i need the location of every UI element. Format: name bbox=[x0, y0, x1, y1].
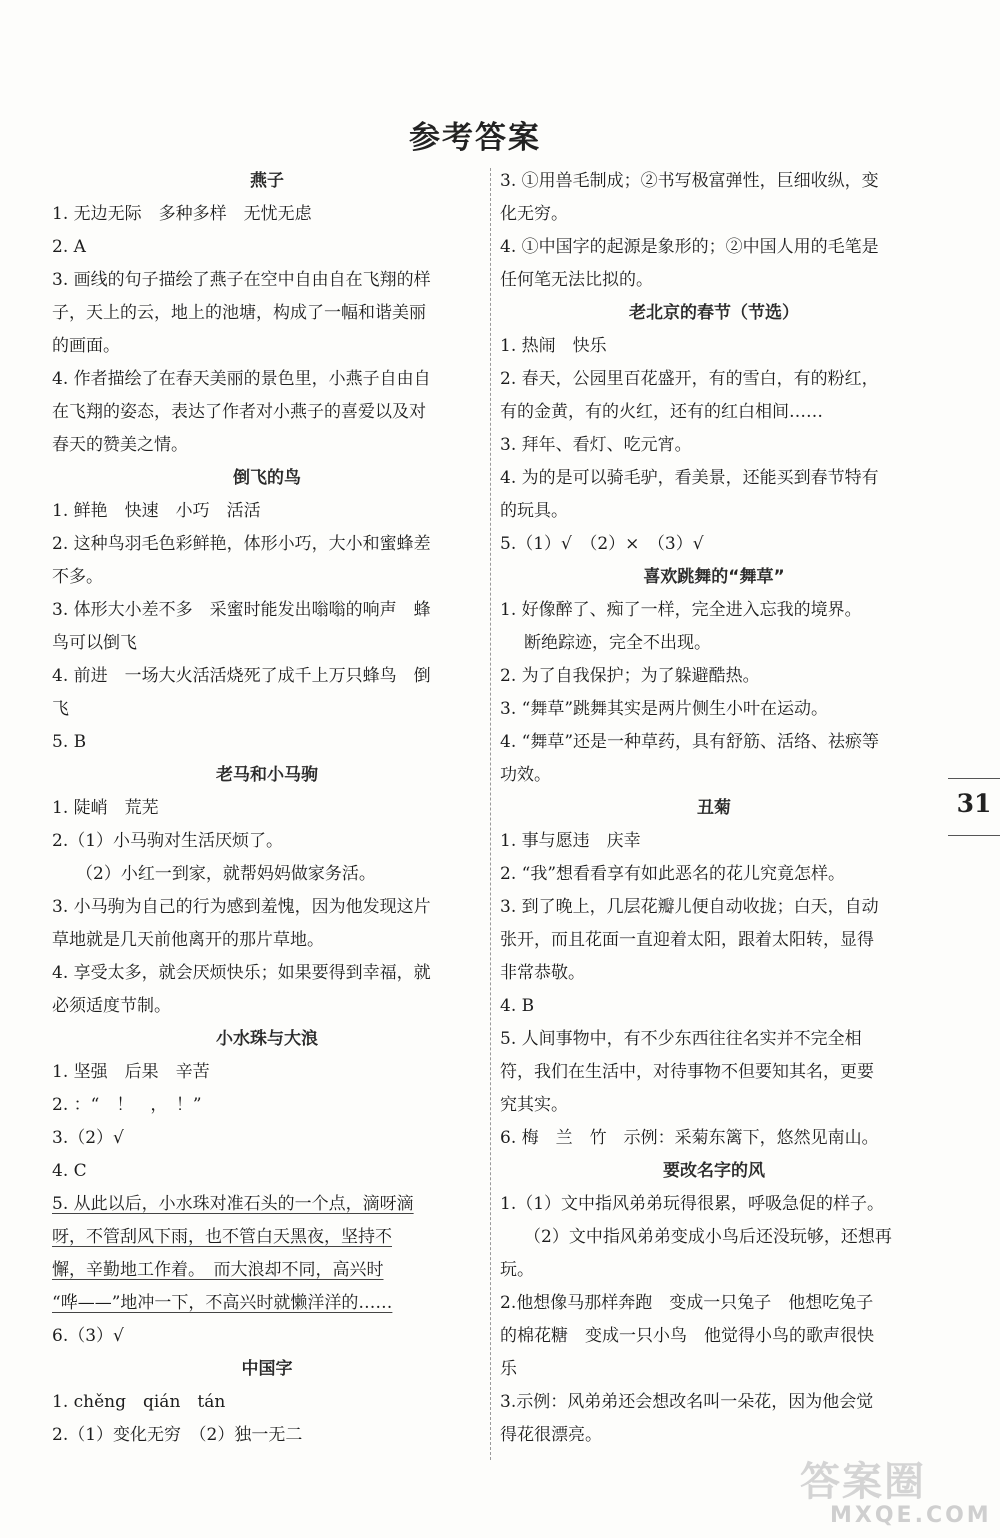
answer-line bbox=[52, 1188, 482, 1221]
answer-section bbox=[52, 165, 482, 462]
answer-text: 4. C bbox=[52, 1161, 87, 1181]
answer-line bbox=[52, 429, 482, 462]
answer-line bbox=[500, 1089, 928, 1122]
answer-line bbox=[52, 726, 482, 759]
answer-text: 5. 从此以后，小水珠对准石头的一个点，滴呀滴 bbox=[52, 1194, 414, 1214]
answer-text: 呀，不管刮风下雨，也不管白天黑夜，坚持不 bbox=[52, 1227, 392, 1247]
answer-line bbox=[500, 858, 928, 891]
answer-line bbox=[52, 396, 482, 429]
answer-text: 3. 小马驹为自己的行为感到羞愧，因为他发现这片 bbox=[52, 897, 431, 917]
section-heading: 老马和小马驹 bbox=[216, 765, 318, 785]
answer-line bbox=[500, 594, 928, 627]
answer-text: 1. 陡峭 荒芜 bbox=[52, 798, 159, 818]
answer-text: 的玩具。 bbox=[500, 501, 568, 521]
answer-text: 功效。 bbox=[500, 765, 551, 785]
answer-line bbox=[500, 924, 928, 957]
answer-text: 4. ①中国字的起源是象形的；②中国人用的毛笔是 bbox=[500, 237, 879, 257]
answer-section bbox=[52, 759, 482, 1023]
answer-text: 究其实。 bbox=[500, 1095, 568, 1115]
answer-section bbox=[500, 165, 928, 297]
answer-line bbox=[52, 1122, 482, 1155]
answer-line bbox=[500, 1287, 928, 1320]
answer-text: 春天的赞美之情。 bbox=[52, 435, 188, 455]
answer-line bbox=[500, 1419, 928, 1452]
answer-text: 1. 鲜艳 快速 小巧 活活 bbox=[52, 501, 261, 521]
answer-line bbox=[52, 1089, 482, 1122]
answer-line bbox=[52, 957, 482, 990]
answer-line bbox=[52, 528, 482, 561]
answer-text: 草地就是几天前他离开的那片草地。 bbox=[52, 930, 324, 950]
answer-line bbox=[500, 759, 928, 792]
answer-text: 任何笔无法比拟的。 bbox=[500, 270, 653, 290]
answer-text: 3. 体形大小差不多 采蜜时能发出嗡嗡的响声 蜂 bbox=[52, 600, 431, 620]
answer-line bbox=[52, 231, 482, 264]
section-heading: 老北京的春节（节选） bbox=[629, 303, 799, 323]
answer-line bbox=[500, 1254, 928, 1287]
answer-line bbox=[500, 627, 928, 660]
answer-text: 的棉花糖 变成一只小鸟 他觉得小鸟的歌声很快 bbox=[500, 1326, 874, 1346]
answer-text: 必须适度节制。 bbox=[52, 996, 171, 1016]
answer-text: 5. 人间事物中，有不少东西往往名实并不完全相 bbox=[500, 1029, 862, 1049]
answer-line bbox=[52, 990, 482, 1023]
answer-text: 1. 事与愿违 庆幸 bbox=[500, 831, 641, 851]
answer-text: 5. B bbox=[52, 732, 87, 752]
section-heading: 要改名字的风 bbox=[663, 1161, 765, 1181]
answer-line bbox=[500, 990, 928, 1023]
answer-line bbox=[500, 1188, 928, 1221]
answer-text: 4. 享受太多，就会厌烦快乐；如果要得到幸福，就 bbox=[52, 963, 431, 983]
answer-text: 3. 拜年、看灯、吃元宵。 bbox=[500, 435, 692, 455]
answer-line bbox=[52, 858, 482, 891]
section-heading: 倒飞的鸟 bbox=[233, 468, 301, 488]
section-heading: 中国字 bbox=[241, 1359, 293, 1379]
answer-text: 子，天上的云，地上的池塘，构成了一幅和谐美丽 bbox=[52, 303, 426, 323]
answer-text: 3. “舞草”跳舞其实是两片侧生小叶在运动。 bbox=[500, 699, 829, 719]
answer-text: 3.（2）√ bbox=[52, 1128, 124, 1148]
answer-text: 4. 前进 一场大火活活烧死了成千上万只蜂鸟 倒 bbox=[52, 666, 431, 686]
answer-text: 1.（1）文中指风弟弟玩得很累，呼吸急促的样子。 bbox=[500, 1194, 885, 1214]
answer-line bbox=[52, 495, 482, 528]
answer-line bbox=[500, 363, 928, 396]
answer-line bbox=[500, 957, 928, 990]
answer-line bbox=[52, 297, 482, 330]
answer-text: 化无穷。 bbox=[500, 204, 568, 224]
answer-text: 4. 作者描绘了在春天美丽的景色里，小燕子自由自 bbox=[52, 369, 431, 389]
answer-text: 非常恭敬。 bbox=[500, 963, 585, 983]
answer-text: 有的金黄，有的火红，还有的红白相间…… bbox=[500, 402, 823, 422]
answer-line bbox=[52, 1386, 482, 1419]
answer-text: 4. B bbox=[500, 996, 535, 1016]
answer-line bbox=[500, 396, 928, 429]
answer-line bbox=[500, 726, 928, 759]
answer-line bbox=[500, 693, 928, 726]
answer-line bbox=[52, 891, 482, 924]
answer-text: 4. “舞草”还是一种草药，具有舒筋、活络、祛瘀等 bbox=[500, 732, 880, 752]
answer-text: 3. 画线的句子描绘了燕子在空中自由自在飞翔的样 bbox=[52, 270, 431, 290]
answer-line bbox=[52, 198, 482, 231]
answer-section bbox=[52, 1353, 482, 1452]
answer-text: 飞 bbox=[52, 699, 69, 719]
answer-text: 玩。 bbox=[500, 1260, 534, 1280]
answer-text: （2）文中指风弟弟变成小鸟后还没玩够，还想再 bbox=[524, 1227, 892, 1247]
answer-text: 2. ：“ ！ ， ！” bbox=[52, 1095, 202, 1115]
section-heading: 燕子 bbox=[250, 171, 284, 191]
answer-text: 2. 春天，公园里百花盛开，有的雪白，有的粉红， bbox=[500, 369, 879, 389]
answer-text: 断绝踪迹，完全不出现。 bbox=[524, 633, 711, 653]
answer-line bbox=[500, 231, 928, 264]
answer-text: 3. 到了晚上，几层花瓣儿便自动收拢；白天，自动 bbox=[500, 897, 879, 917]
answer-line bbox=[500, 462, 928, 495]
answer-line bbox=[500, 264, 928, 297]
answer-text: 鸟可以倒飞 bbox=[52, 633, 137, 653]
answer-line bbox=[52, 1287, 482, 1320]
answer-text: 在飞翔的姿态，表达了作者对小燕子的喜爱以及对 bbox=[52, 402, 426, 422]
answer-line bbox=[52, 924, 482, 957]
answer-text: 6. 梅 兰 竹 示例：采菊东篱下，悠然见南山。 bbox=[500, 1128, 879, 1148]
column-divider bbox=[490, 168, 491, 1460]
answer-text: 4. 为的是可以骑毛驴，看美景，还能买到春节特有 bbox=[500, 468, 879, 488]
answer-line bbox=[500, 198, 928, 231]
answer-line bbox=[52, 1155, 482, 1188]
answer-line bbox=[500, 1122, 928, 1155]
answer-text: 张开，而且花面一直迎着太阳，跟着太阳转，显得 bbox=[500, 930, 874, 950]
section-heading: 丑菊 bbox=[697, 798, 731, 818]
answer-section bbox=[500, 1155, 928, 1452]
answer-text: 2. 这种鸟羽毛色彩鲜艳，体形小巧，大小和蜜蜂差 bbox=[52, 534, 431, 554]
answer-text: 1. chěng qián tán bbox=[52, 1392, 226, 1412]
answer-section bbox=[500, 792, 928, 1155]
answer-text: “哗——”地冲一下，不高兴时就懒洋洋的…… bbox=[52, 1293, 393, 1313]
answer-line bbox=[500, 1056, 928, 1089]
answer-section bbox=[52, 1023, 482, 1353]
section-heading: 小水珠与大浪 bbox=[216, 1029, 318, 1049]
answer-line bbox=[500, 495, 928, 528]
watermark bbox=[800, 1460, 990, 1530]
answer-text: 符，我们在生活中，对待事物不但要知其名，更要 bbox=[500, 1062, 874, 1082]
answer-text: 2.（1）变化无穷 （2）独一无二 bbox=[52, 1425, 303, 1445]
answer-line bbox=[52, 264, 482, 297]
answer-line bbox=[52, 1320, 482, 1353]
answer-text: 的画面。 bbox=[52, 336, 120, 356]
answer-text: 1. 好像醉了、痴了一样，完全进入忘我的境界。 bbox=[500, 600, 862, 620]
answer-line bbox=[52, 363, 482, 396]
answer-line bbox=[500, 825, 928, 858]
right-column bbox=[500, 165, 928, 1452]
section-heading: 喜欢跳舞的“舞草” bbox=[643, 567, 785, 587]
answer-line bbox=[500, 429, 928, 462]
answer-line bbox=[500, 1221, 928, 1254]
answer-line bbox=[500, 330, 928, 363]
answer-text: 3.示例：风弟弟还会想改名叫一朵花，因为他会觉 bbox=[500, 1392, 874, 1412]
answer-line bbox=[500, 891, 928, 924]
answer-text: 1. 坚强 后果 辛苦 bbox=[52, 1062, 210, 1082]
answer-line bbox=[52, 825, 482, 858]
answer-text: 1. 热闹 快乐 bbox=[500, 336, 607, 356]
answer-text: 2. 为了自我保护；为了躲避酷热。 bbox=[500, 666, 760, 686]
answer-text: 2. A bbox=[52, 237, 86, 257]
watermark-url: MXQE.COM bbox=[830, 1503, 992, 1528]
answer-line bbox=[52, 594, 482, 627]
answer-line bbox=[500, 1386, 928, 1419]
answer-text: 2. “我”想看看享有如此恶名的花儿究竟怎样。 bbox=[500, 864, 846, 884]
answer-text: 6.（3）√ bbox=[52, 1326, 124, 1346]
answer-section bbox=[52, 462, 482, 759]
answer-text: 懈，辛勤地工作着。 而大浪却不同，高兴时 bbox=[52, 1260, 384, 1280]
answer-text: 5.（1）√ （2）× （3）√ bbox=[500, 534, 704, 554]
answer-line bbox=[52, 1221, 482, 1254]
answer-line bbox=[52, 330, 482, 363]
answer-line bbox=[500, 1320, 928, 1353]
answer-line bbox=[52, 693, 482, 726]
page-title: 参考答案 bbox=[409, 120, 541, 156]
answer-text: 乐 bbox=[500, 1359, 517, 1379]
answer-text: 2.（1）小马驹对生活厌烦了。 bbox=[52, 831, 284, 851]
answer-text: 不多。 bbox=[52, 567, 103, 587]
answer-line bbox=[500, 1023, 928, 1056]
answer-line bbox=[500, 1353, 928, 1386]
left-column bbox=[52, 165, 482, 1452]
answer-text: （2）小红一到家，就帮妈妈做家务活。 bbox=[76, 864, 376, 884]
page-number-box bbox=[948, 778, 1000, 836]
answer-line bbox=[52, 1254, 482, 1287]
answer-line bbox=[52, 660, 482, 693]
answer-line bbox=[500, 660, 928, 693]
answer-line bbox=[52, 627, 482, 660]
answer-text: 得花很漂亮。 bbox=[500, 1425, 602, 1445]
answer-text: 2.他想像马那样奔跑 变成一只兔子 他想吃兔子 bbox=[500, 1293, 874, 1313]
answer-line bbox=[52, 792, 482, 825]
answer-line bbox=[52, 561, 482, 594]
answer-line bbox=[500, 528, 928, 561]
answer-line bbox=[500, 165, 928, 198]
answer-section bbox=[500, 297, 928, 561]
answer-line bbox=[52, 1419, 482, 1452]
page-number: 31 bbox=[956, 789, 992, 818]
answer-line bbox=[52, 1056, 482, 1089]
answer-text: 1. 无边无际 多种多样 无忧无虑 bbox=[52, 204, 312, 224]
watermark-logo: 答案圈 bbox=[800, 1459, 926, 1505]
answer-section bbox=[500, 561, 928, 792]
answer-text: 3. ①用兽毛制成；②书写极富弹性，巨细收纵，变 bbox=[500, 171, 879, 191]
